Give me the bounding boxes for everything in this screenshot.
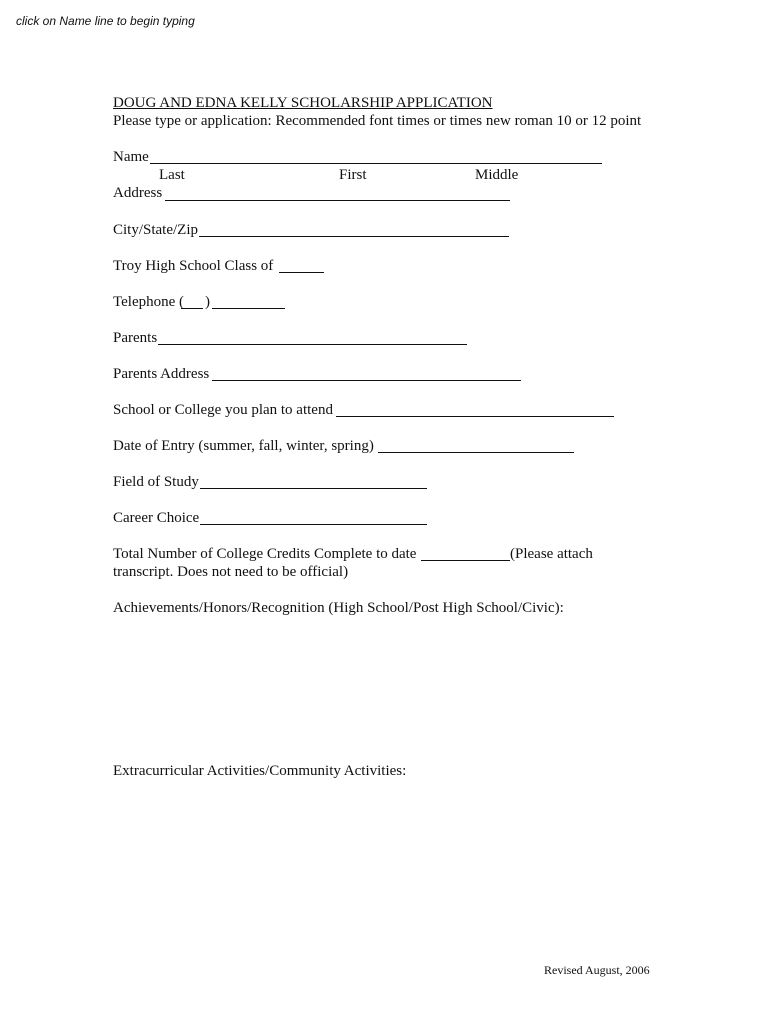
class-of-field[interactable] [279,272,324,273]
extracurricular-area[interactable] [113,786,653,946]
credits-note: (Please attach [510,546,593,562]
credits-field[interactable] [421,560,510,561]
typing-hint: click on Name line to begin typing [16,14,195,28]
name-middle-label: Middle [475,167,519,183]
parents-address-field[interactable] [212,380,521,381]
telephone-area-code-field[interactable] [181,308,203,309]
extracurricular-label: Extracurricular Activities/Community Activities: [113,763,407,779]
parents-field[interactable] [158,344,467,345]
field-of-study-field[interactable] [200,488,427,489]
revision-note: Revised August, 2006 [544,963,650,977]
date-of-entry-label: Date of Entry (summer, fall, winter, spring) [113,438,374,454]
class-of-label: Troy High School Class of [113,258,274,274]
career-choice-field[interactable] [200,524,427,525]
school-label: School or College you plan to attend [113,402,333,418]
name-first-label: First [339,167,367,183]
credits-label: Total Number of College Credits Complete to date [113,546,417,562]
field-of-study-label: Field of Study [113,474,199,490]
form-instructions: Please type or application: Recommended font times or times new roman 10 or 12 point [113,113,642,129]
achievements-area[interactable] [113,622,653,757]
date-of-entry-field[interactable] [378,452,574,453]
name-last-label: Last [159,167,185,183]
telephone-close-paren: ) [205,294,210,310]
city-state-zip-field[interactable] [199,236,509,237]
address-label: Address [113,185,163,201]
career-choice-label: Career Choice [113,510,200,526]
name-field[interactable] [150,163,602,164]
telephone-number-field[interactable] [212,308,285,309]
address-field[interactable] [165,200,510,201]
name-label: Name [113,149,149,165]
achievements-label: Achievements/Honors/Recognition (High School/Post High School/Civic): [113,600,564,616]
parents-address-label: Parents Address [113,366,210,382]
parents-label: Parents [113,330,158,346]
school-field[interactable] [336,416,614,417]
credits-note-continued: transcript. Does not need to be official) [113,564,349,580]
city-state-zip-label: City/State/Zip [113,222,198,238]
form-title: DOUG AND EDNA KELLY SCHOLARSHIP APPLICATION [113,95,493,111]
telephone-label: Telephone ( [113,294,185,310]
